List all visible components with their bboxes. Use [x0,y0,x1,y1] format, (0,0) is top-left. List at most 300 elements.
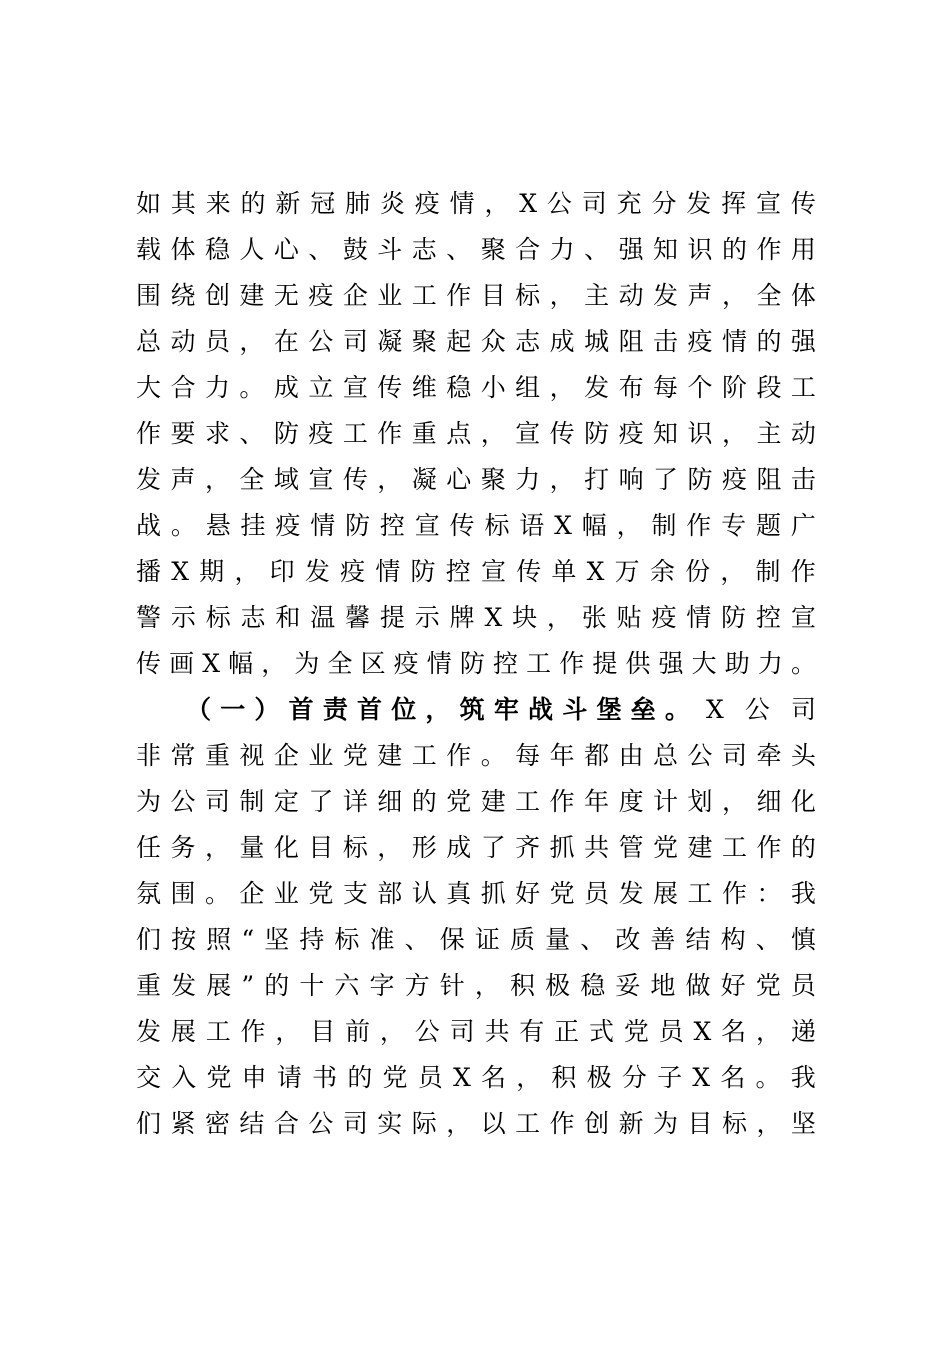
text-char: ， [721,787,747,816]
text-char: 余 [649,557,675,586]
text-char: 新 [618,1109,644,1138]
text-line [136,181,816,227]
text-char: 总 [653,741,679,770]
text-char: 都 [584,741,610,770]
text-char: 宣 [515,419,541,448]
text-char: 量 [545,925,571,954]
text-char: 聚 [480,235,506,264]
text-char: 单 [551,557,577,586]
text-char: 保 [439,925,465,954]
text-char: ， [275,1017,301,1046]
text-char: 结 [239,1109,265,1138]
text-char: 示 [170,603,196,632]
text-char: 总 [136,327,162,356]
text-char: 如 [136,189,162,218]
text-char: 动 [618,281,644,310]
text-char: 聚 [480,465,506,494]
text-char: 了 [480,833,506,862]
text-char: X [586,557,605,586]
text-char: 做 [685,971,711,1000]
text-char: 助 [724,649,750,678]
text-char: 位 [391,695,417,724]
text-line [136,227,816,273]
text-char: 新 [275,189,301,218]
text-char: 结 [685,925,711,954]
text-char: 牵 [756,741,782,770]
text-char: 疫 [275,511,301,540]
text-char: 强 [618,235,644,264]
text-char: 传 [516,557,542,586]
text-char: X [519,189,538,218]
text-line [136,1009,816,1055]
text-char: 详 [342,787,368,816]
text-char: 头 [790,741,816,770]
text-char: 首 [357,695,383,724]
text-char: 党 [549,879,575,908]
text-char: 警 [136,603,162,632]
text-char: 阶 [721,373,747,402]
text-char: 播 [136,557,162,586]
text-char: 情 [449,189,475,218]
text-char: 心 [273,235,299,264]
text-char: 防 [273,419,299,448]
text-char: ， [516,1063,542,1092]
text-char: 防 [687,465,713,494]
text-char: 挥 [721,189,747,218]
text-char: 式 [588,1017,614,1046]
text-line [136,411,816,457]
section-heading [186,687,690,733]
text-char: 聚 [411,327,437,356]
text-char: 发 [171,971,197,1000]
text-char: 书 [312,1063,338,1092]
text-char: 认 [411,879,437,908]
text-char: 合 [273,1109,299,1138]
text-char: 合 [170,373,196,402]
text-char: 力 [204,373,230,402]
text-char: 挂 [240,511,266,540]
text-char: 司 [204,787,230,816]
text-char: 载 [136,235,162,264]
text-char: 围 [136,281,162,310]
text-char: 方 [404,971,430,1000]
text-char: X [171,557,190,586]
text-char: 提 [592,649,618,678]
text-char: 战 [136,511,162,540]
text-char: 我 [790,879,816,908]
text-char: 形 [411,833,437,862]
text-char: 紧 [170,1109,196,1138]
text-char: ， [474,971,500,1000]
text-char: 司 [790,695,816,724]
text-char: 展 [653,879,679,908]
text-char: 充 [616,189,642,218]
text-char: 作 [721,879,747,908]
text-char: 宣 [790,603,816,632]
text-char: 提 [379,603,405,632]
text-char: 发 [304,557,330,586]
text-char: 创 [584,1109,610,1138]
text-char: 工 [342,419,368,448]
text-char: 发 [653,281,679,310]
text-char: 工 [721,833,747,862]
text-char: 员 [417,1063,443,1092]
text-char: 的 [790,833,816,862]
text-char: 抓 [480,879,506,908]
text-char: 组 [515,373,541,402]
document-body [136,181,816,1147]
text-line [136,917,816,963]
text-char: 广 [790,511,816,540]
text-char: 成 [273,373,299,402]
text-char: 牢 [493,695,519,724]
text-char: 证 [474,925,500,954]
text-char: 全 [239,465,265,494]
text-char: 体 [170,235,196,264]
text-char: 定 [273,787,299,816]
text-char: 针 [439,971,465,1000]
text-char: 立 [308,373,334,402]
text-char: 张 [581,603,607,632]
text-char: 知 [653,419,679,448]
text-char: 的 [721,235,747,264]
text-char: 管 [618,833,644,862]
text-char: ， [377,465,403,494]
text-char: 工 [515,1109,541,1138]
text-line [136,1101,816,1147]
text-char: 员 [204,327,230,356]
text-char: 疫 [393,649,419,678]
text-char: 公 [546,189,572,218]
text-char: 成 [549,327,575,356]
text-char: 标 [205,603,231,632]
text-line [136,963,816,1009]
text-char: 党 [308,879,334,908]
text-char: 化 [790,787,816,816]
text-char: 语 [519,511,545,540]
text-char: 传 [377,373,403,402]
text-char: 以 [480,1109,506,1138]
text-char: 业 [273,879,299,908]
text-char: 业 [308,741,334,770]
text-char: 小 [480,373,506,402]
text-char: 肺 [345,189,371,218]
text-char: 了 [308,787,334,816]
text-char: 为 [294,649,320,678]
text-char: 打 [584,465,610,494]
text-char: 部 [377,879,403,908]
text-char: 工 [526,649,552,678]
text-char: 公 [687,741,713,770]
text-char: 制 [651,511,677,540]
text-char: 量 [239,833,265,862]
text-line [136,825,816,871]
text-char: 区 [360,649,386,678]
text-char: 疫 [618,419,644,448]
text-char: 构 [720,925,746,954]
text-char: 块 [512,603,538,632]
text-char: 公 [308,327,334,356]
text-char: 温 [310,603,336,632]
text-char: 准 [369,925,395,954]
text-char: 坚 [790,1109,816,1138]
text-char: 由 [618,741,644,770]
text-char: 疫 [308,419,334,448]
text-char: 细 [756,787,782,816]
text-char: 的 [411,787,437,816]
text-char: 情 [375,557,401,586]
text-char: 共 [484,1017,510,1046]
text-char: ， [721,281,747,310]
text-char: ， [425,695,451,724]
text-char: 防 [459,649,485,678]
text-char: 重 [411,419,437,448]
text-char: 凝 [377,327,403,356]
text-char: 传 [342,465,368,494]
text-char: 建 [480,787,506,816]
text-char: 地 [650,971,676,1000]
text-char: 企 [273,741,299,770]
text-char: 传 [449,511,475,540]
section-heading-line [136,687,816,733]
text-char: 幅 [581,511,607,540]
text-char: 为 [136,787,162,816]
text-char: 响 [618,465,644,494]
text-char: 司 [721,741,747,770]
text-char: ， [720,557,746,586]
text-char: 的 [347,1063,373,1092]
text-char: 作 [240,1017,266,1046]
text-char: 建 [687,833,713,862]
text-char: 持 [299,925,325,954]
text-char: 识 [687,419,713,448]
text-char: 请 [276,1063,302,1092]
text-char: 工 [411,741,437,770]
text-char: 要 [170,419,196,448]
text-char: ， [204,465,230,494]
text-char: 好 [515,879,541,908]
text-char: 积 [551,1063,577,1092]
text-char: 党 [446,787,472,816]
text-char: 疫 [687,327,713,356]
text-char: 目 [480,281,506,310]
text-char: 发 [618,879,644,908]
text-char: 们 [136,1109,162,1138]
text-char: 、 [580,925,606,954]
text-char: 题 [755,511,781,540]
text-line [136,1055,816,1101]
text-char: 公 [744,695,770,724]
text-char: 垒 [630,695,656,724]
text-char: 无 [273,281,299,310]
text-char: 六 [334,971,360,1000]
text-char: 慎 [790,925,816,954]
text-char: 馨 [345,603,371,632]
text-char: 用 [790,235,816,264]
text-char: 牌 [449,603,475,632]
text-char: 力 [515,465,541,494]
text-char: ， [616,511,642,540]
text-char: 疫 [721,465,747,494]
text-char: 目 [308,833,334,862]
text-char: 作 [377,419,403,448]
text-line [136,871,816,917]
text-char: 责 [322,695,348,724]
text-char: 为 [653,1109,679,1138]
text-char: 发 [136,465,162,494]
text-char: 击 [790,465,816,494]
text-char: 稳 [446,373,472,402]
text-char: 众 [480,327,506,356]
text-char: 党 [206,1063,232,1092]
text-char: 有 [519,1017,545,1046]
text-char: 防 [721,603,747,632]
text-char: 十 [299,971,325,1000]
text-char: 度 [618,787,644,816]
text-char: 斗 [562,695,588,724]
text-char: 发 [686,189,712,218]
text-char: ， [204,833,230,862]
text-char: 计 [653,787,679,816]
text-char: ， [549,465,575,494]
text-char: 大 [691,649,717,678]
text-char: 合 [515,235,541,264]
text-char: 每 [515,741,541,770]
text-char: ， [239,327,265,356]
text-char: 作 [559,649,585,678]
text-char: 在 [273,327,299,356]
text-char: ， [549,281,575,310]
text-char: 、 [239,419,265,448]
text-char: 发 [136,1017,162,1046]
text-char: X [554,511,572,540]
text-char: 全 [327,649,353,678]
text-char: 。 [170,511,196,540]
text-char: 公 [170,787,196,816]
text-char: 情 [686,603,712,632]
text-line [136,319,816,365]
text-char: 传 [790,189,816,218]
text-char: 悬 [205,511,231,540]
text-char: 防 [345,511,371,540]
text-char: 、 [404,925,430,954]
text-char: 交 [136,1063,162,1092]
text-char: ， [721,419,747,448]
text-char: 贴 [616,603,642,632]
text-char: “ [241,925,255,954]
text-line [136,549,816,595]
text-char: X [693,1017,712,1046]
text-char: 申 [241,1063,267,1092]
text-char: 入 [171,1063,197,1092]
text-char: 齐 [515,833,541,862]
text-char: 递 [790,1017,816,1046]
text-char: 名 [720,1063,746,1092]
text-char: 凝 [411,465,437,494]
text-char: 作 [446,281,472,310]
text-char: 、 [584,235,610,264]
text-char: ， [261,649,287,678]
text-char: 发 [584,373,610,402]
text-char: 年 [549,741,575,770]
text-char: 疫 [414,189,440,218]
text-char: 极 [586,1063,612,1092]
text-char: 防 [584,419,610,448]
text-char: 控 [445,557,471,586]
text-char: 其 [170,189,196,218]
text-char: 。 [239,373,265,402]
text-char: 标 [334,925,360,954]
text-char: 幅 [228,649,254,678]
text-char: 分 [621,1063,647,1092]
text-char: 了 [653,465,679,494]
text-char: 知 [653,235,679,264]
text-char: 志 [515,327,541,356]
text-char: 司 [449,1017,475,1046]
text-line [136,595,816,641]
text-char: 抓 [549,833,575,862]
text-char: 展 [170,1017,196,1046]
text-char: 务 [170,833,196,862]
text-char: 、 [308,235,334,264]
text-char: 字 [369,971,395,1000]
text-char: 主 [756,419,782,448]
text-char: 人 [239,235,265,264]
text-char: 化 [273,833,299,862]
text-char: 实 [377,1109,403,1138]
text-char: 疫 [651,603,677,632]
text-char: 司 [342,327,368,356]
text-char: 标 [342,833,368,862]
text-char: 每 [653,373,679,402]
text-char: 阻 [756,465,782,494]
text-char: 党 [623,1017,649,1046]
text-char: 全 [756,281,782,310]
text-char: 年 [584,787,610,816]
text-char: 宣 [480,557,506,586]
text-char: 大 [136,373,162,402]
text-char: 域 [273,465,299,494]
text-char: 名 [480,1063,506,1092]
text-char: 质 [509,925,535,954]
text-char: 目 [310,1017,336,1046]
text-char: 细 [377,787,403,816]
text-char: 好 [720,971,746,1000]
text-char: ， [379,1017,405,1046]
text-char: ， [446,1109,472,1138]
text-char: X [452,1063,471,1092]
text-char: 企 [342,281,368,310]
text-char: 维 [411,373,437,402]
text-char: ， [546,603,572,632]
text-char: 员 [790,971,816,1000]
text-char: 和 [275,603,301,632]
text-char: 传 [549,419,575,448]
text-char: 常 [170,741,196,770]
text-char: 视 [239,741,265,770]
text-char: 宣 [755,189,781,218]
text-char: 个 [687,373,713,402]
text-char: 党 [382,1063,408,1092]
text-char: 司 [342,1109,368,1138]
text-char: 筑 [459,695,485,724]
text-char: 情 [426,649,452,678]
text-char: 控 [755,603,781,632]
text-char: 布 [618,373,644,402]
text-char: 改 [615,925,641,954]
text-char: 分 [651,189,677,218]
text-char: 的 [756,327,782,356]
